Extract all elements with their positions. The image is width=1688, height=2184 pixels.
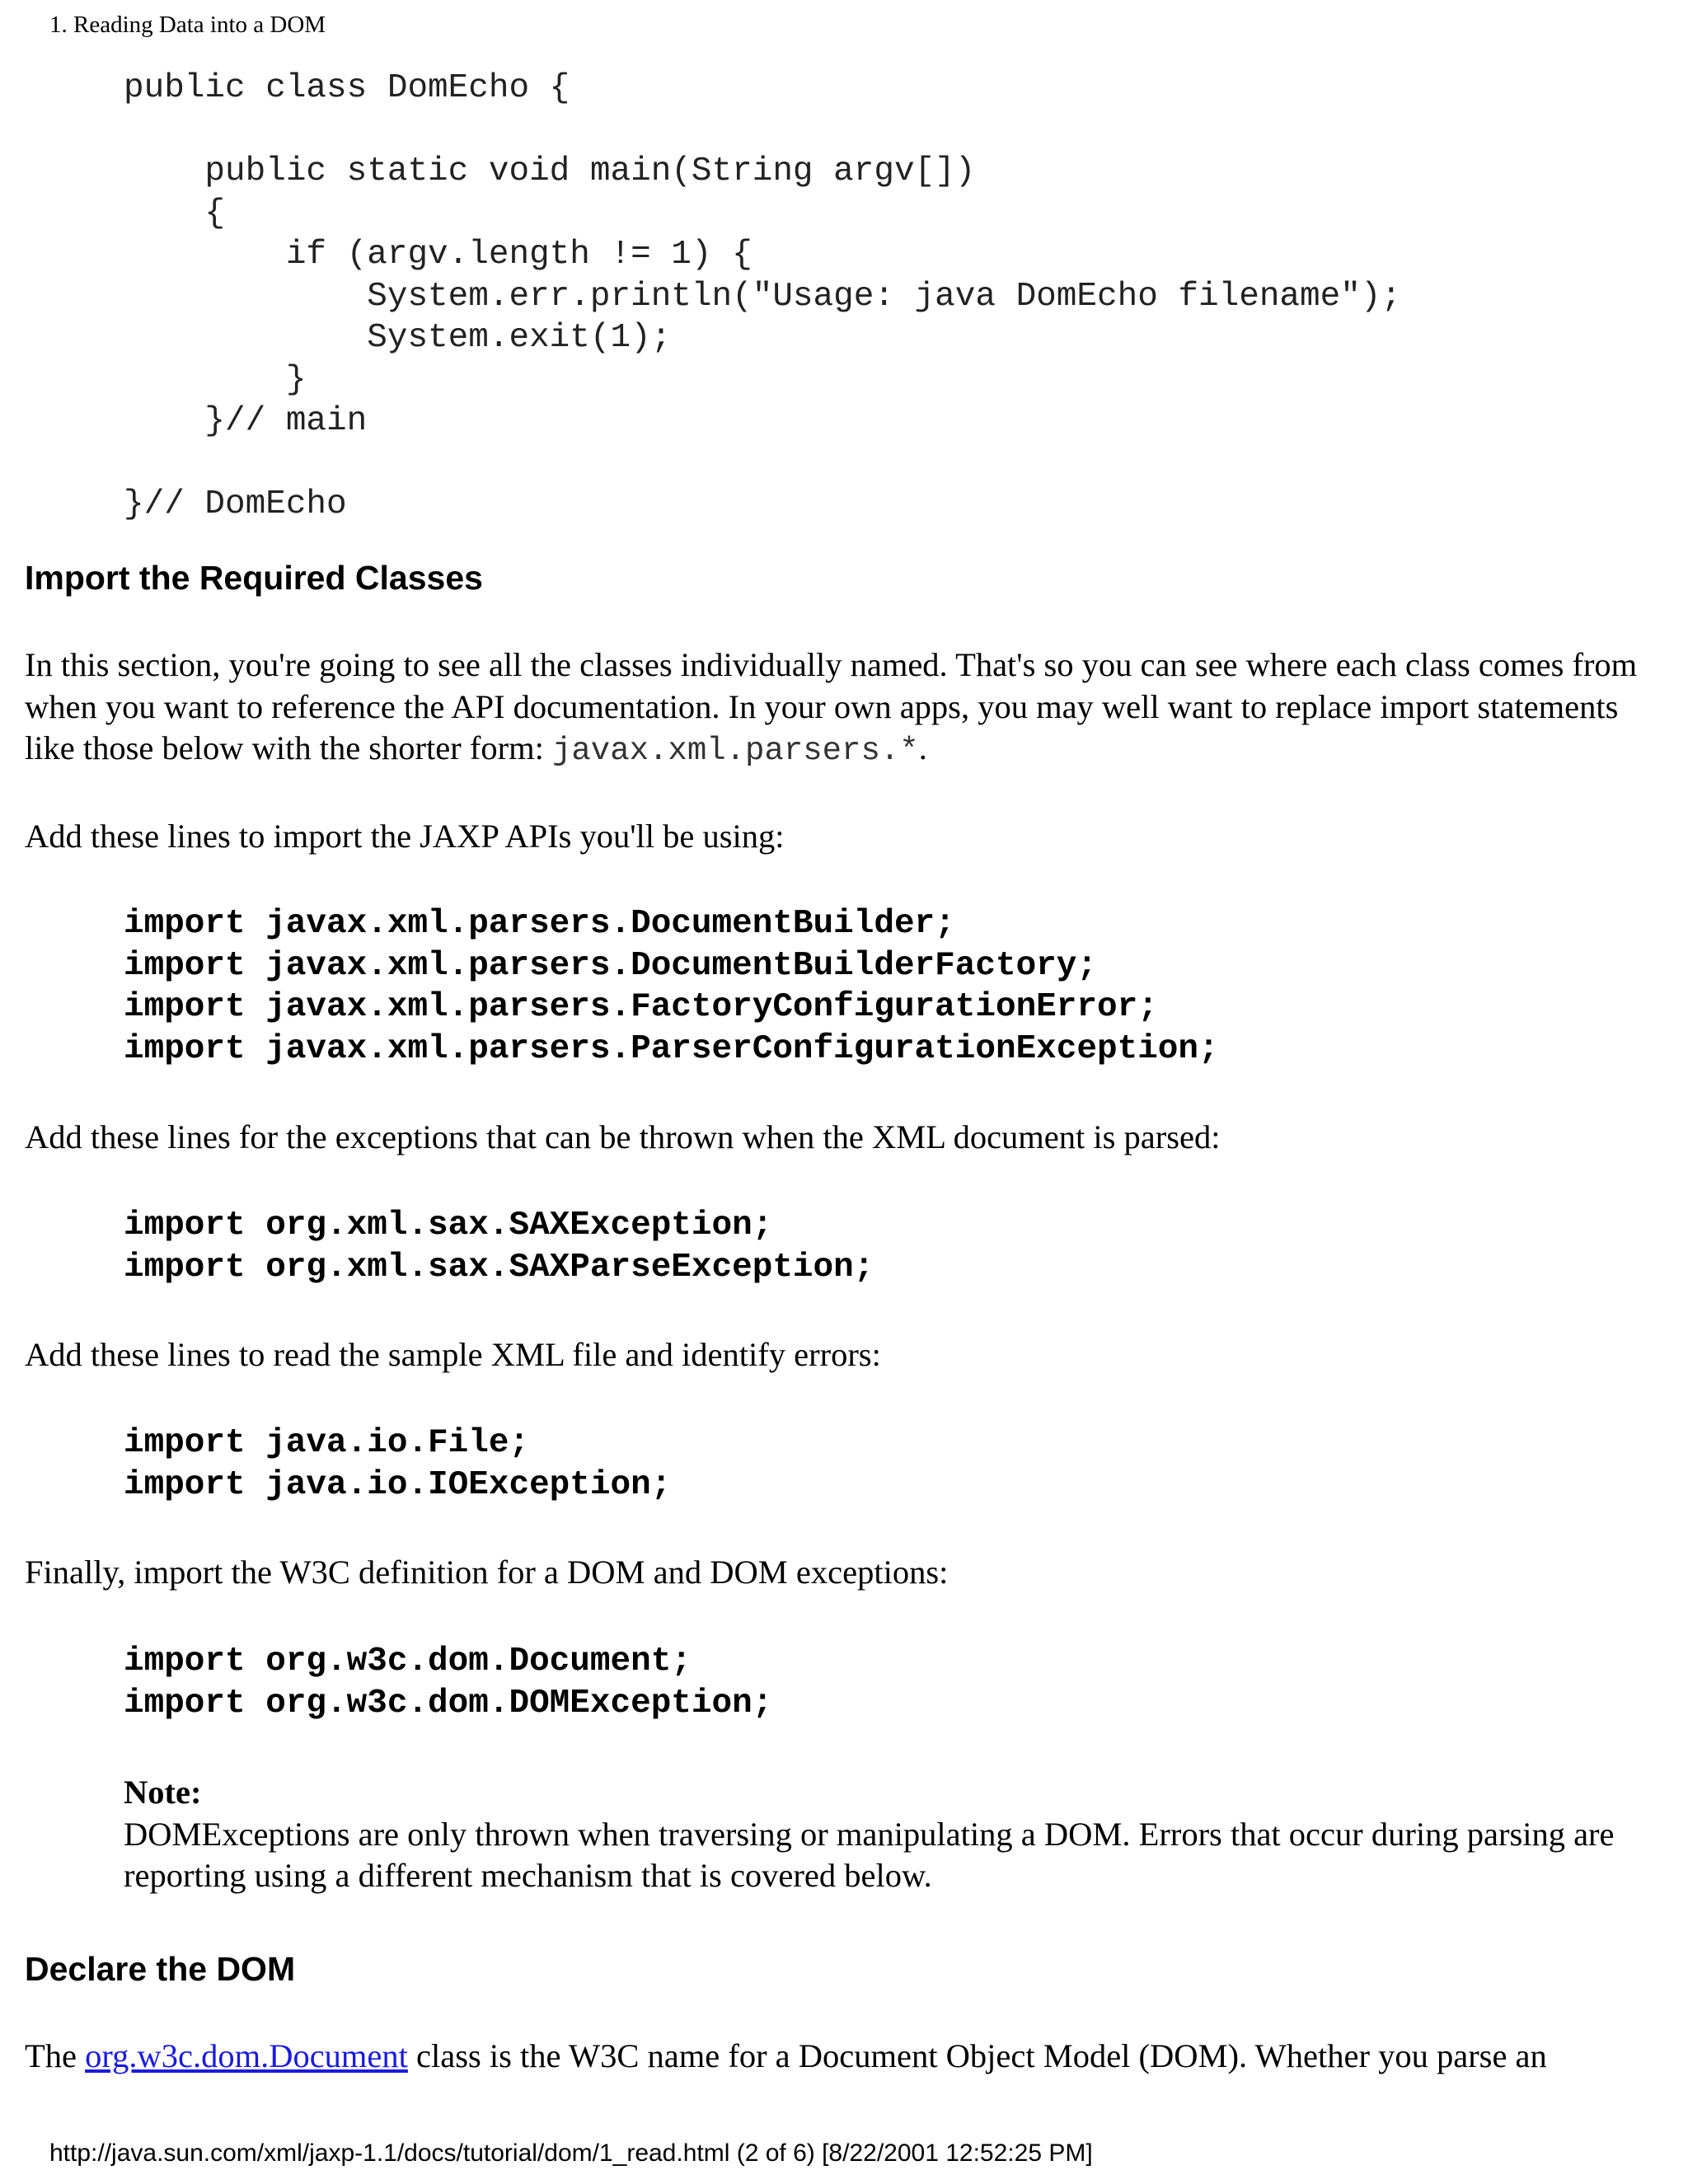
io-imports-block [124, 1422, 671, 1506]
import-line: import org.w3c.dom.DOMException; [124, 1684, 773, 1722]
section-heading-declare: Declare the DOM [25, 1950, 296, 1988]
declare-text-after: class is the W3C name for a Document Object Model (DOM). Whether you parse an [407, 2037, 1547, 2074]
document-class-link[interactable]: org.w3c.dom.Document [85, 2037, 408, 2074]
code-line: { [124, 194, 226, 232]
import-line: import javax.xml.parsers.ParserConfigurationException; [124, 1029, 1219, 1068]
import-line: import javax.xml.parsers.DocumentBuilderFactory; [124, 946, 1097, 985]
w3c-imports-block [124, 1641, 772, 1724]
code-skeleton-block [124, 68, 1401, 526]
w3c-paragraph: Finally, import the W3C definition for a DOM and DOM exceptions: [25, 1554, 949, 1591]
note-block [124, 1772, 1665, 1897]
note-text: DOMExceptions are only thrown when traversing or manipulating a DOM. Errors that occur during parsing are reporting using a different mechanism that is covered below. [124, 1815, 1615, 1894]
footer-url: http://java.sun.com/xml/jaxp-1.1/docs/tutorial/dom/1_read.html (2 of 6) [8/22/2001 12:52:25 PM] [49, 2139, 1093, 2167]
import-line: import org.xml.sax.SAXException; [124, 1207, 773, 1244]
import-intro-paragraph [25, 644, 1665, 772]
jaxp-paragraph: Add these lines to import the JAXP APIs you'll be using: [25, 818, 785, 855]
code-line: }// DomEcho [124, 485, 347, 523]
jaxp-imports-block [124, 903, 1219, 1070]
exceptions-paragraph: Add these lines for the exceptions that can be thrown when the XML document is parsed: [25, 1118, 1221, 1155]
import-line: import org.w3c.dom.Document; [124, 1643, 692, 1680]
code-line: public static void main(String argv[]) [124, 152, 976, 190]
intro-code: javax.xml.parsers.* [552, 733, 919, 769]
declare-paragraph [25, 2036, 1665, 2078]
intro-end: . [918, 729, 927, 766]
code-line: System.exit(1); [124, 319, 672, 357]
intro-text: In this section, you're going to see all the classes individually named. That's so you can see where each class comes from when you want to reference the API documentation. In your own apps, you may well want to replace import statements like those below with the shorter form: [25, 646, 1638, 766]
code-line: }// main [124, 402, 368, 440]
import-line: import java.io.IOException; [124, 1465, 672, 1504]
import-line: import javax.xml.parsers.FactoryConfigurationError; [124, 988, 1158, 1026]
note-title: Note: [124, 1774, 202, 1811]
import-line: import javax.xml.parsers.DocumentBuilder; [124, 905, 955, 943]
code-line: } [124, 360, 307, 399]
running-header: 1. Reading Data into a DOM [49, 12, 326, 38]
section-heading-import: Import the Required Classes [25, 559, 483, 597]
declare-text-before: The [25, 2037, 86, 2074]
code-line: public class DomEcho { [124, 69, 570, 107]
import-line: import java.io.File; [124, 1424, 530, 1462]
io-paragraph: Add these lines to read the sample XML file and identify errors: [25, 1336, 881, 1373]
sax-imports-block [124, 1205, 874, 1288]
import-line: import org.xml.sax.SAXParseException; [124, 1248, 874, 1286]
code-line: System.err.println("Usage: java DomEcho filename"); [124, 277, 1402, 316]
code-line: if (argv.length != 1) { [124, 236, 753, 274]
